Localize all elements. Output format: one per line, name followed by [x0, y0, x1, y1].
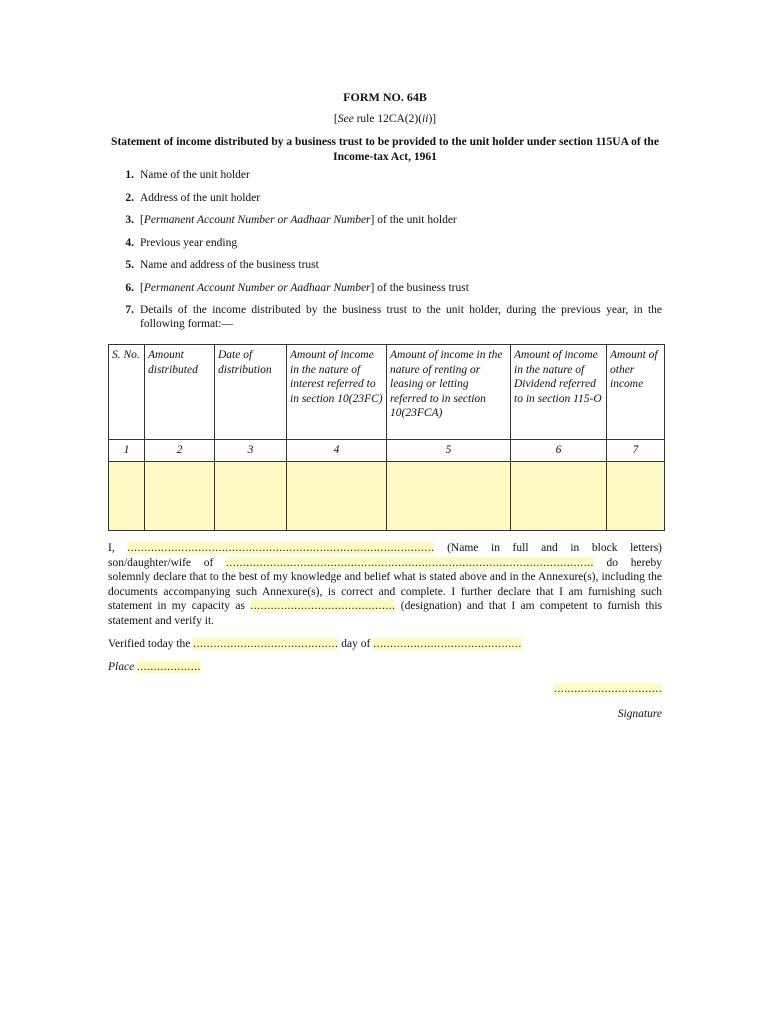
table-header-row: [109, 345, 665, 440]
verify-month-field[interactable]: ............................................: [373, 638, 522, 650]
header-amount-distributed: Amount distributed: [145, 345, 215, 440]
list-item: 2. Address of the unit holder: [125, 191, 261, 204]
header-date-of-distribution: Date of distribution: [215, 345, 287, 440]
list-item: 5. Name and address of the business trust: [125, 259, 319, 271]
signature-label: Signature: [617, 708, 662, 720]
header-sno: S. No.: [109, 345, 145, 440]
form-number: FORM NO. 64B: [343, 90, 427, 104]
table-entry-row: [109, 461, 665, 530]
header-dividend-income: Amount of income in the nature of Dividend referred to in section 115-O: [511, 345, 607, 440]
capacity-field[interactable]: ...........................................: [250, 600, 396, 613]
statement-title: Statement of income distributed by a business trust to be provided to the unit holder under section 115UA of the Income-tax Act, 1961: [111, 136, 659, 163]
list-item: 3. [Permanent Account Number or Aadhaar Number] of the unit holder: [125, 214, 457, 226]
income-details-table: [108, 344, 665, 531]
list-item: 7. Details of the income distributed by the business trust to the unit holder, during the previous year, in the following format:—: [125, 304, 662, 330]
header-renting-income: Amount of income in the nature of renting or leasing or letting referred to in section 10(23FCA): [387, 345, 511, 440]
field-sno[interactable]: [109, 461, 145, 530]
rule-reference: [See rule 12CA(2)(ii)]: [333, 113, 437, 125]
header-other-income: Amount of other income: [607, 345, 665, 440]
place-field[interactable]: ...................: [137, 661, 202, 673]
field-amount-distributed[interactable]: [145, 461, 215, 530]
unit-holder-name-field[interactable]: ...........................................................................................: [127, 542, 435, 554]
signature-field[interactable]: ................................: [554, 683, 662, 695]
verification-line: Verified today the ........................................... day of ............................................: [108, 638, 522, 650]
field-interest-income[interactable]: [287, 461, 387, 530]
field-date-of-distribution[interactable]: [215, 461, 287, 530]
place-line: Place ...................: [108, 661, 202, 673]
field-renting-income[interactable]: [387, 461, 511, 530]
table-column-number-row: 1 2 3 4 5 6 7: [109, 440, 665, 462]
parent-spouse-name-field[interactable]: .............................................................................................................: [225, 556, 594, 569]
header-interest-income: Amount of income in the nature of interest referred to in section 10(23FC): [287, 345, 387, 440]
form-header: [108, 90, 662, 165]
list-item: 1. Name of the unit holder: [125, 169, 250, 181]
list-item: 4. Previous year ending: [125, 236, 238, 249]
field-other-income[interactable]: [607, 461, 665, 530]
verify-day-field[interactable]: ...........................................: [193, 638, 339, 650]
list-item: 6. [Permanent Account Number or Aadhaar Number] of the business trust: [125, 281, 469, 294]
declaration: I, ........................................................................................... (Name in full and in block letters) son/daughter/wife of ............................................................................................................. do hereby solemnly declare that to the best of my knowledge and belief what is stated above and in the Annexure(s), including the documents accompanying such Annexure(s), is correct and complete. I further declare that I am furnishing such statement in my capacity as ........................................... (designation) and that I am competent to furnish this statement and verify it.: [108, 542, 663, 627]
details-list: [108, 168, 662, 340]
field-dividend-income[interactable]: [511, 461, 607, 530]
